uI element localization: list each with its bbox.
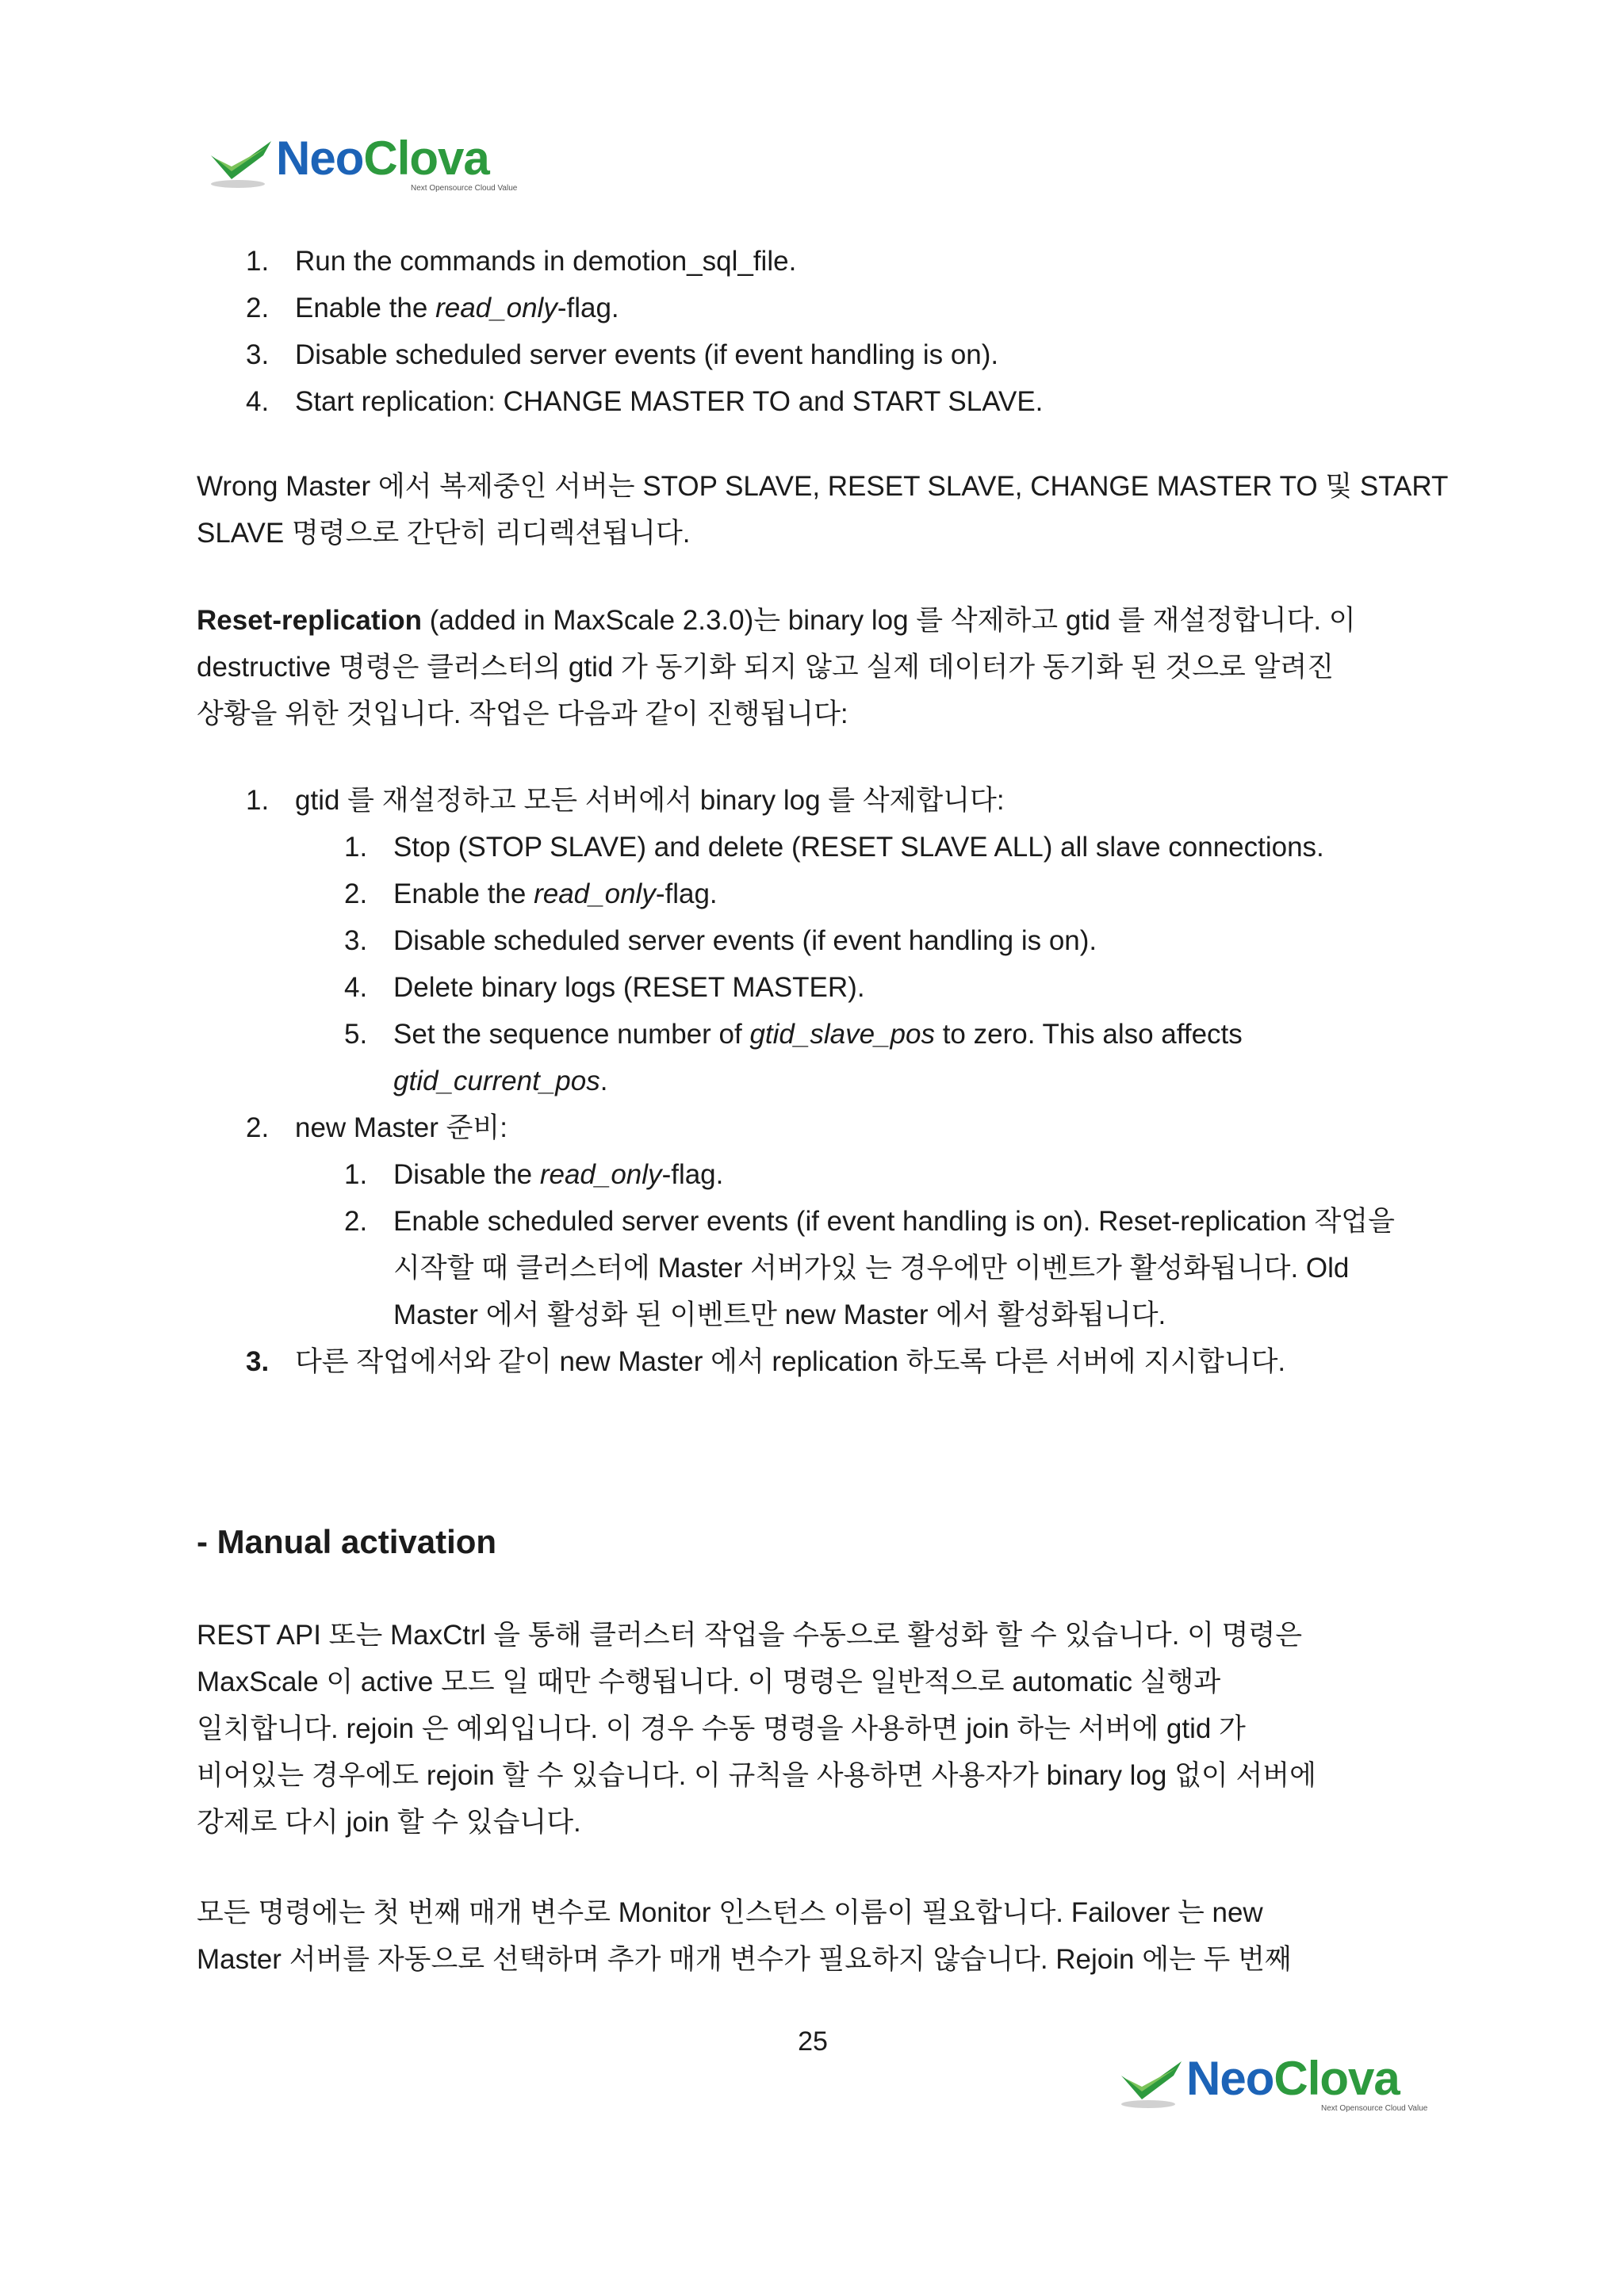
- logo-neo-text: Neo: [1186, 2052, 1274, 2105]
- neoclova-logo-bottom: [1118, 2052, 1428, 2113]
- paragraph-reset-replication: Reset-replication (added in MaxScale 2.3.0)는 binary log 를 삭제하고 gtid 를 재설정합니다. 이 destructive 명령은 클러스터의 gtid 가 동기화 되지 않고 실제 데이터가 동기화 된 것으로 알려진 상황을 위한 것입니다. 작업은 다음과 같이 진행됩니다:: [197, 605, 1356, 729]
- section-heading-manual-activation: - Manual activation: [197, 1523, 497, 1560]
- sub-list-item-continuation: 시작할 때 클러스터에 Master 서버가있 는 경우에만 이벤트가 활성화됩니다. Old: [393, 1253, 1350, 1284]
- neoclova-logo-top: [208, 132, 518, 193]
- logo-clova-text: Clova: [1274, 2052, 1400, 2105]
- list-item-number: 4.: [246, 386, 270, 417]
- list-item: gtid 를 재설정하고 모든 서버에서 binary log 를 삭제합니다:: [295, 785, 1005, 816]
- paragraph-manual-activation: REST API 또는 MaxCtrl 을 통해 클러스터 작업을 수동으로 활성화 할 수 있습니다. 이 명령은 MaxScale 이 active 모드 일 때만 수행됩니다. 이 명령은 일반적으로 automatic 실행과 일치합니다. rejoin 은 예외입니다. 이 경우 수동 명령을 사용하면 join 하는 서버에 gtid 가 비어있는 경우에도 rejoin 할 수 있습니다. 이 규칙을 사용하면 사용자가 binary log 없이 서버에 강제로 다시 join 할 수 있습니다.: [197, 1620, 1316, 1838]
- logo-tagline: Next Opensource Cloud Value: [1321, 2104, 1428, 2113]
- sub-list-item: Disable the read_only-flag.: [393, 1159, 724, 1190]
- list-item-number: 3.: [246, 1346, 270, 1377]
- list-item-number: 1.: [246, 246, 270, 277]
- list-item: 다른 작업에서와 같이 new Master 에서 replication 하도록 다른 서버에 지시합니다.: [295, 1346, 1286, 1377]
- gtid-slave-pos-term: gtid_slave_pos: [749, 1019, 935, 1050]
- list-item-number: 2.: [246, 293, 270, 323]
- sub-list-item: Enable the read_only-flag.: [393, 878, 718, 909]
- sub-item-number: 2.: [344, 1206, 368, 1237]
- sub-list-item: Delete binary logs (RESET MASTER).: [393, 972, 865, 1003]
- neoclova-swoosh-icon: [1118, 2055, 1185, 2110]
- sub-list-item-continuation: Master 에서 활성화 된 이벤트만 new Master 에서 활성화됩니다.: [393, 1299, 1166, 1330]
- logo-clova-text: Clova: [363, 132, 489, 185]
- sub-list-item: Set the sequence number of gtid_slave_pos to zero. This also affects: [393, 1019, 1243, 1050]
- read-only-flag-term: read_only: [539, 1159, 662, 1190]
- list-item: new Master 준비:: [295, 1112, 508, 1143]
- sub-item-number: 5.: [344, 1019, 368, 1050]
- read-only-flag-term: read_only: [534, 878, 656, 909]
- logo-tagline: Next Opensource Cloud Value: [411, 184, 518, 193]
- list-item-number: 2.: [246, 1112, 270, 1143]
- sub-item-number: 2.: [344, 878, 368, 909]
- list-item-number: 3.: [246, 339, 270, 370]
- sub-item-number: 4.: [344, 972, 368, 1003]
- sub-list-item: Stop (STOP SLAVE) and delete (RESET SLAVE ALL) all slave connections.: [393, 832, 1324, 863]
- read-only-flag-term: read_only: [435, 293, 557, 323]
- list-item: Start replication: CHANGE MASTER TO and START SLAVE.: [295, 386, 1044, 417]
- sub-item-number: 1.: [344, 1159, 368, 1190]
- logo-neo-text: Neo: [276, 132, 364, 185]
- neoclova-swoosh-icon: [208, 135, 274, 190]
- sub-list-item: Disable scheduled server events (if event handling is on).: [393, 925, 1097, 956]
- list-item: Disable scheduled server events (if event handling is on).: [295, 339, 999, 370]
- sub-item-number: 1.: [344, 832, 368, 863]
- sub-list-item: Enable scheduled server events (if event handling is on). Reset-replication 작업을: [393, 1206, 1395, 1237]
- paragraph-commands: 모든 명령에는 첫 번째 매개 변수로 Monitor 인스턴스 이름이 필요합니다. Failover 는 new Master 서버를 자동으로 선택하며 추가 매개 변수가 필요하지 않습니다. Rejoin 에는 두 번째: [197, 1897, 1292, 1975]
- reset-replication-term: Reset-replication: [197, 605, 422, 636]
- sub-list-item-continuation: gtid_current_pos.: [393, 1066, 608, 1096]
- list-item: Enable the read_only-flag.: [295, 293, 619, 323]
- list-item-number: 1.: [246, 785, 270, 816]
- sub-item-number: 3.: [344, 925, 368, 956]
- paragraph-wrong-master: Wrong Master 에서 복제중인 서버는 STOP SLAVE, RESET SLAVE, CHANGE MASTER TO 및 START SLAVE 명령으로 간단히 리디렉션됩니다.: [197, 471, 1449, 549]
- page-number: 25: [798, 2026, 828, 2057]
- gtid-current-pos-term: gtid_current_pos: [393, 1066, 600, 1096]
- list-item: Run the commands in demotion_sql_file.: [295, 246, 797, 277]
